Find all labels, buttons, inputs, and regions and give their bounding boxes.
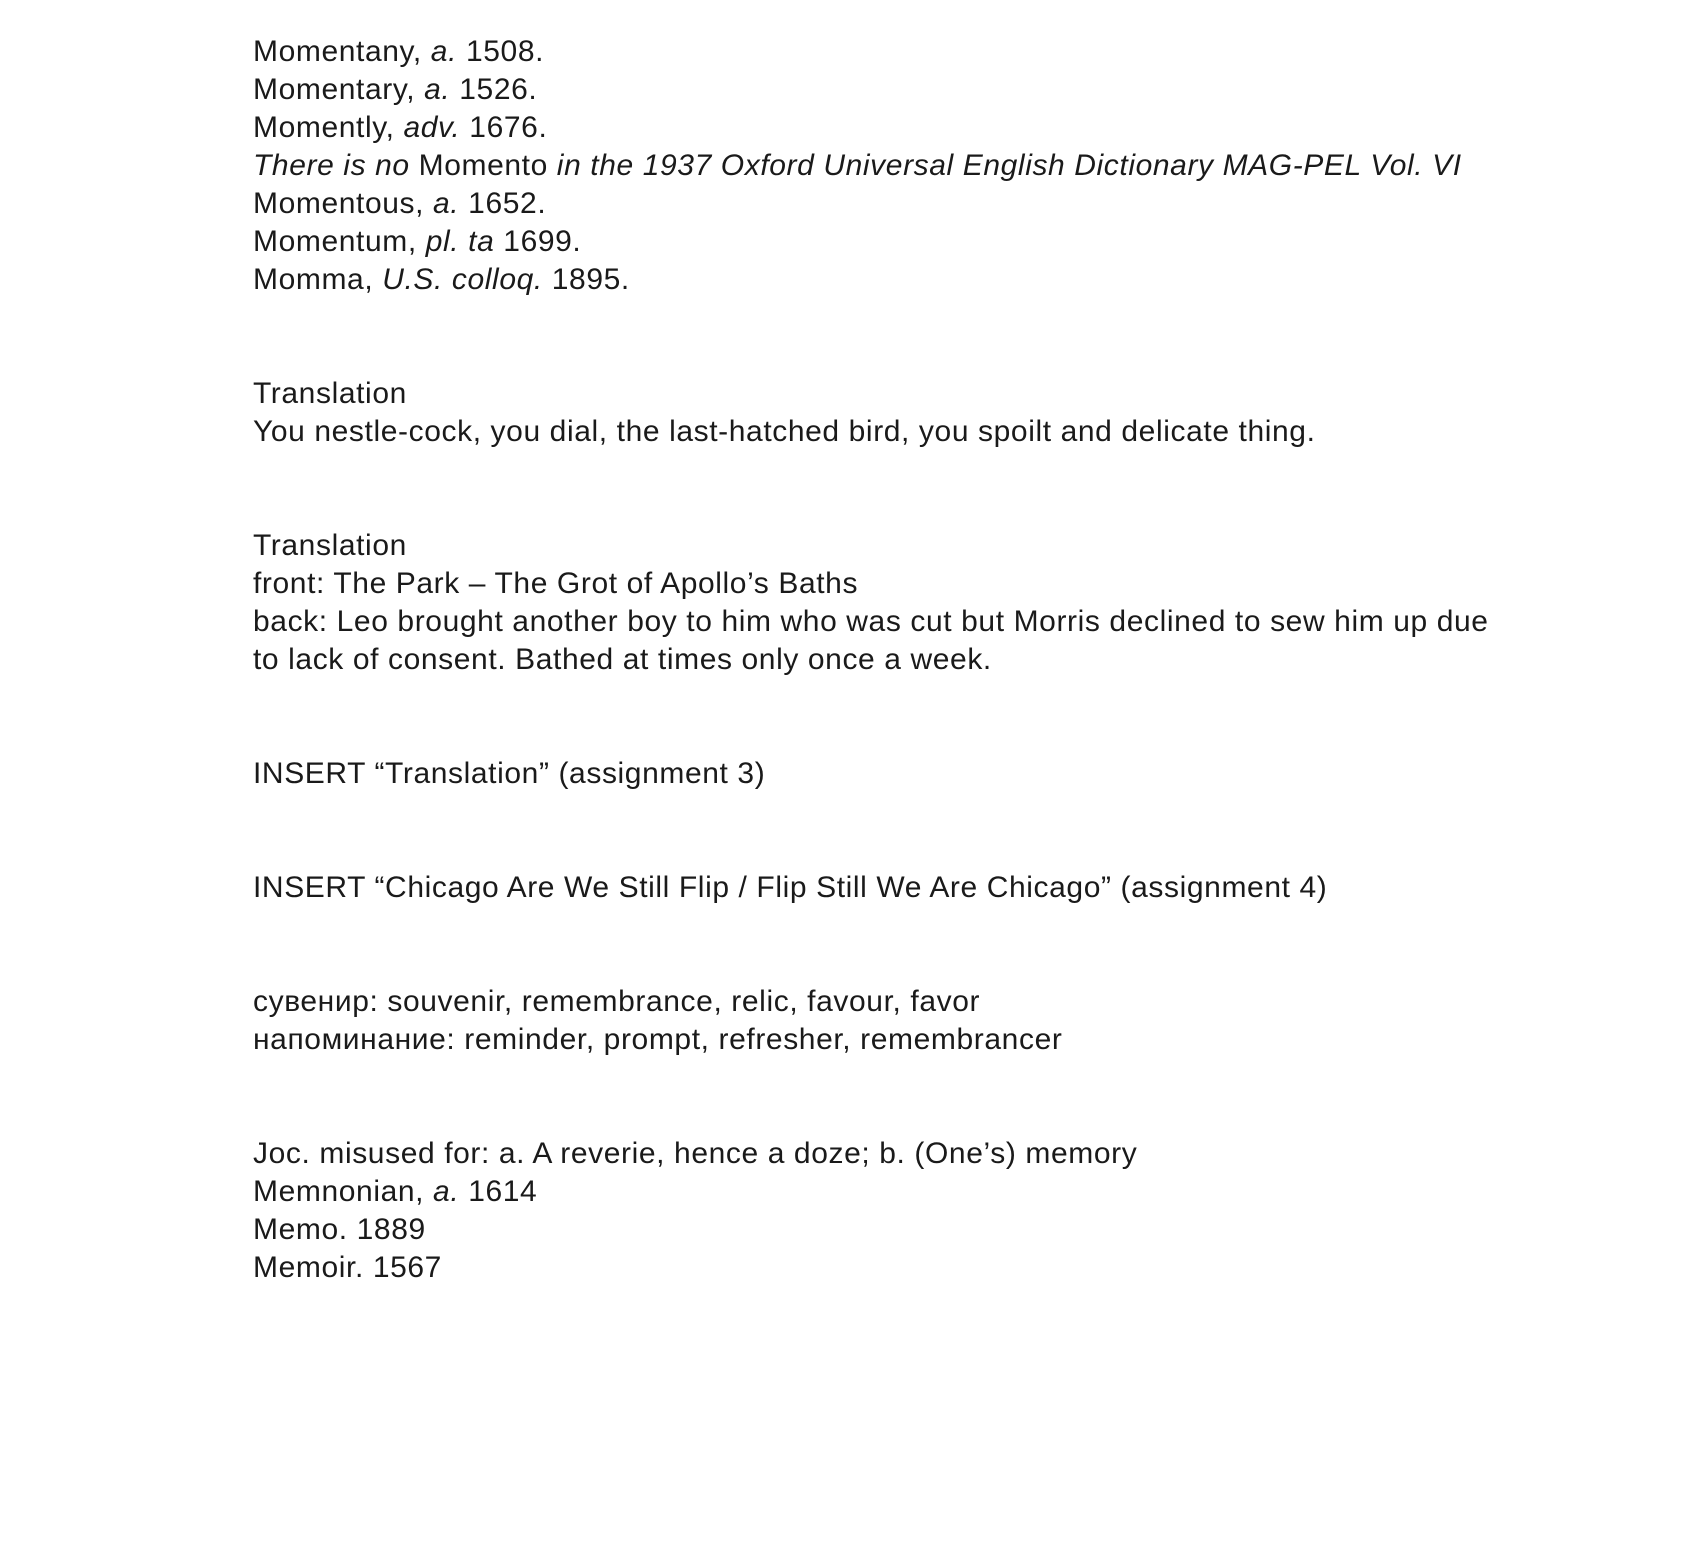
entry-memo: Memo. 1889: [253, 1213, 426, 1246]
section-gap: [253, 1059, 1493, 1135]
translation-text: You nestle-cock, you dial, the last-hatched bird, you spoilt and delicate thing.: [253, 415, 1316, 448]
entry-momma: Momma, U.S. colloq. 1895.: [253, 263, 630, 296]
entry-momentary: Momentary, a. 1526.: [253, 73, 538, 106]
section-gap: [253, 451, 1493, 527]
document-body: [253, 33, 1493, 1287]
insert-assignment-3: INSERT “Translation” (assignment 3): [253, 757, 766, 790]
translation-heading: Translation: [253, 529, 407, 562]
note-no-momento: There is no Momento in the 1937 Oxford Universal English Dictionary MAG-PEL Vol. VI: [253, 149, 1462, 182]
postcard-front-text: front: The Park – The Grot of Apollo’s Baths: [253, 567, 859, 600]
entry-memoir: Memoir. 1567: [253, 1251, 442, 1284]
entry-momently: Momently, adv. 1676.: [253, 111, 548, 144]
joc-misused-line: Joc. misused for: a. A reverie, hence a doze; b. (One’s) memory: [253, 1137, 1138, 1170]
entry-momentum: Momentum, pl. ta 1699.: [253, 225, 582, 258]
section-gap: [253, 299, 1493, 375]
entry-momentous: Momentous, a. 1652.: [253, 187, 547, 220]
section-gap: [253, 907, 1493, 983]
insert-assignment-4: INSERT “Chicago Are We Still Flip / Flip Still We Are Chicago” (assignment 4): [253, 871, 1328, 904]
section-gap: [253, 793, 1493, 869]
entry-momentany: Momentany, a. 1508.: [253, 35, 545, 68]
russian-reminder-line: напоминание: reminder, prompt, refresher, remembrancer: [253, 1023, 1063, 1056]
section-gap: [253, 679, 1493, 755]
translation-heading: Translation: [253, 377, 407, 410]
postcard-back-text: back: Leo brought another boy to him who was cut but Morris declined to sew him up due to lack of consent. Bathed at times only once a week.: [253, 605, 1489, 676]
russian-souvenir-line: сувенир: souvenir, remembrance, relic, favour, favor: [253, 985, 981, 1018]
entry-memnonian: Memnonian, a. 1614: [253, 1175, 538, 1208]
